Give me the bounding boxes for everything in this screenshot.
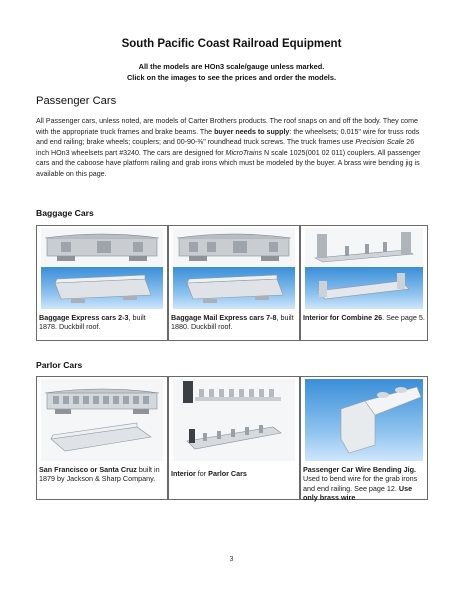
baggage-mail-caption[interactable] [171, 313, 297, 332]
wire-jig-detail: Used to bend wire for the grab irons and end railing. See page 12. [303, 474, 418, 493]
wire-jig-title: Passenger Car Wire Bending Jig. [303, 465, 416, 474]
wire-jig-photo[interactable] [305, 379, 423, 461]
intro-microtrains: MicroTrains [225, 148, 263, 157]
passenger-cars-heading: Passenger Cars [36, 95, 117, 107]
parlor-interior-parlor-cars: Parlor Cars [208, 469, 247, 478]
wire-jig-brass-note: Use only brass wire [303, 483, 413, 503]
baggage-car-model-icon [41, 267, 163, 309]
baggage-express-detail: , built 1878. Duckbill roof. [39, 313, 146, 332]
combine-interior-title: Interior for Combine 26 [303, 313, 383, 322]
wire-jig-caption[interactable] [303, 465, 425, 503]
baggage-express-caption[interactable] [39, 313, 165, 332]
baggage-car-side-icon [41, 228, 163, 266]
chairs-interior-icon [173, 379, 295, 461]
baggage-mail-title: Baggage Mail Express cars 7-8 [171, 313, 277, 322]
parlor-interior-title: Interior [171, 469, 196, 478]
parlor-car-caption[interactable] [39, 465, 165, 484]
intro-text-1: All Passenger cars, unless noted, are models of Carter Brothers products. The roof snaps on and off the body. They come with the appropriate truck frames and brake beams. The [36, 117, 418, 136]
intro-buyer-supply: buyer needs to supply [214, 127, 290, 136]
mail-car-side-icon [173, 228, 295, 266]
parlor-cars-heading: Parlor Cars [36, 360, 83, 370]
bending-jig-icon [305, 379, 423, 461]
intro-text-2: : the wheelsets; 0.015" wire for truss rods and end railing; brake wheels; couplers; and 00-90-⅜" roundhead truck screws. The truck frames use [36, 127, 420, 147]
parlor-car-render[interactable] [41, 379, 163, 461]
passenger-intro-paragraph [36, 116, 428, 180]
baggage-cars-heading: Baggage Cars [36, 208, 94, 218]
baggage-mail-detail: , built 1880. Duckbill roof. [171, 313, 294, 332]
combine-interior-caption[interactable] [303, 313, 425, 322]
parlor-interior-caption[interactable] [171, 469, 297, 478]
baggage-mail-express-cell [168, 225, 300, 341]
parlor-interior-render[interactable] [173, 379, 295, 461]
scale-note: All the models are HOn3 scale/gauge unless marked. [138, 62, 325, 71]
parlor-interior-for: for [195, 469, 209, 478]
page-title: South Pacific Coast Railroad Equipment [121, 38, 342, 50]
wire-jig-cell [300, 376, 428, 503]
intro-text-3: 26 inch HOn3 wheelsets part #3240. The cars are designed for [36, 138, 415, 157]
baggage-mail-photo[interactable] [173, 267, 295, 309]
combine-interior-detail: . See page 5. [382, 313, 425, 322]
combine-interior-photo[interactable] [305, 267, 423, 309]
combine-interior-render[interactable] [305, 228, 423, 266]
intro-precision-scale: Precision Scale [355, 138, 405, 147]
page-number: 3 [229, 556, 234, 563]
parlor-car-title: San Francisco or Santa Cruz [39, 465, 137, 474]
baggage-express-photo[interactable] [41, 267, 163, 309]
intro-text-4: N scale 1025(001 02 011) couplers. All passenger cars and the caboose have platform railing and grab irons which must be modeled by the buyer. A brass wire bending jig is available on this page. [36, 148, 421, 178]
parlor-car-detail: built in 1879 by Jackson & Sharp Company. [39, 465, 160, 484]
baggage-express-cell [36, 225, 168, 341]
combine-interior-cell [300, 225, 428, 341]
baggage-express-render[interactable] [41, 228, 163, 266]
baggage-mail-render[interactable] [173, 228, 295, 266]
parlor-interior-cell [168, 376, 300, 500]
interior-model-icon [305, 267, 423, 309]
parlor-car-cell [36, 376, 168, 500]
parlor-car-icon [41, 379, 163, 461]
baggage-express-title: Baggage Express cars 2-3 [39, 313, 129, 322]
order-note: Click on the images to see the prices and order the models. [126, 73, 337, 82]
interior-partition-icon [305, 228, 423, 266]
mail-car-model-icon [173, 267, 295, 309]
